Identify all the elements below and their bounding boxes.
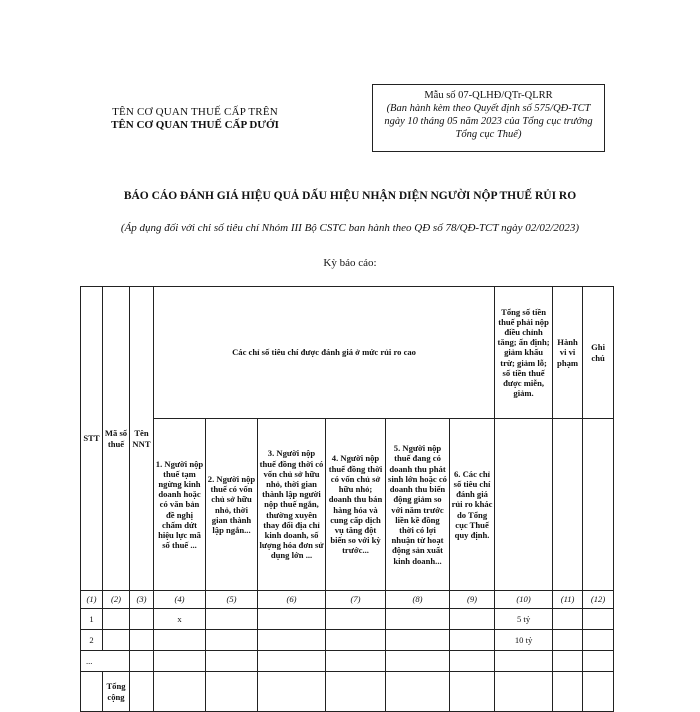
table-row: [81, 630, 614, 651]
agency-block: [95, 106, 295, 132]
cell: [326, 672, 386, 712]
cell: [130, 609, 154, 630]
header-total-tax: Tổng số tiền thuế phải nộp điều chỉnh tăng; ấn định; giảm khấu trừ; giảm lỗ; số tiền thuế được miễn, giảm.: [495, 287, 553, 419]
cell: [103, 609, 130, 630]
column-number: (2): [103, 591, 130, 609]
cell: [450, 651, 495, 672]
cell: [553, 672, 583, 712]
agency-lower: TÊN CƠ QUAN THUẾ CẤP DƯỚI: [111, 119, 279, 131]
report-title: BÁO CÁO ĐÁNH GIÁ HIỆU QUẢ DẤU HIỆU NHẬN DIỆN NGƯỜI NỘP THUẾ RỦI RO: [123, 190, 577, 202]
header-taxpayer-name: Tên NNT: [130, 287, 154, 591]
cell: [206, 630, 258, 651]
cell: [386, 609, 450, 630]
column-number: (12): [583, 591, 614, 609]
cell: [206, 609, 258, 630]
cell: [386, 651, 450, 672]
column-number: (5): [206, 591, 258, 609]
row-total-tax: [495, 651, 553, 672]
cell: [81, 672, 103, 712]
header-criteria-group: Các chỉ số tiêu chí được đánh giá ở mức rủi ro cao: [154, 287, 495, 419]
column-number: (9): [450, 591, 495, 609]
cell: [386, 672, 450, 712]
cell: [450, 609, 495, 630]
criteria-2: 2. Người nộp thuế có vốn chủ sở hữu nhỏ, thời gian thành lập ngắn...: [206, 419, 258, 591]
header-note: Ghi chú: [583, 287, 614, 419]
cell: [450, 630, 495, 651]
cell: [495, 672, 553, 712]
cell: [258, 630, 326, 651]
total-label: Tổng cộng: [103, 672, 130, 712]
cell: [450, 672, 495, 712]
cell: [326, 651, 386, 672]
cell: [258, 651, 326, 672]
cell: [553, 630, 583, 651]
header-total-tax-blank: [495, 419, 553, 591]
criteria-5: 5. Người nộp thuế đang có doanh thu phát sinh lớn hoặc có doanh thu biến động giảm so với năm trước liền kề đồng thời có lợi nhuận từ hoạt động sản xuất kinh doanh...: [386, 419, 450, 591]
table-row: [81, 651, 614, 672]
row-stt: 1: [81, 609, 103, 630]
cell: [583, 651, 614, 672]
cell: [553, 609, 583, 630]
cell: [583, 609, 614, 630]
report-period-label: Kỳ báo cáo:: [323, 257, 377, 269]
column-number: (3): [130, 591, 154, 609]
column-number: (7): [326, 591, 386, 609]
criteria-3: 3. Người nộp thuế đồng thời có vốn chủ sở hữu nhỏ, thời gian thành lập người nộp thuế ngắn, thường xuyên thay đổi địa chỉ kinh doanh, số lượng hóa đơn sử dụng lớn ...: [258, 419, 326, 591]
form-code: Mẫu số 07-QLHĐ/QTr-QLRR: [424, 90, 553, 101]
header-violation-blank: [553, 419, 583, 591]
cell: [553, 651, 583, 672]
criteria-mark: [154, 651, 206, 672]
column-number: (8): [386, 591, 450, 609]
total-row: [81, 672, 614, 712]
form-note: (Ban hành kèm theo Quyết định số 575/QĐ-TCT ngày 10 tháng 05 năm 2023 của Tổng cục trưởng Tổng cục Thuế): [384, 103, 593, 140]
cell: [386, 630, 450, 651]
column-number: (4): [154, 591, 206, 609]
cell: [103, 630, 130, 651]
form-info-box: [372, 84, 605, 152]
criteria-mark: [154, 630, 206, 651]
cell: [326, 609, 386, 630]
cell: [206, 672, 258, 712]
row-total-tax: 10 tỷ: [495, 630, 553, 651]
cell: [130, 672, 154, 712]
criteria-6: 6. Các chỉ số tiêu chí đánh giá rủi ro khác do Tổng cục Thuế quy định.: [450, 419, 495, 591]
row-stt: ...: [81, 651, 130, 672]
agency-upper: TÊN CƠ QUAN THUẾ CẤP TRÊN: [112, 106, 278, 118]
cell: [258, 609, 326, 630]
cell: [130, 630, 154, 651]
cell: [326, 630, 386, 651]
column-number: (1): [81, 591, 103, 609]
row-stt: 2: [81, 630, 103, 651]
cell: [206, 651, 258, 672]
column-number: (6): [258, 591, 326, 609]
header-stt: STT: [81, 287, 103, 591]
cell: [258, 672, 326, 712]
column-number: (11): [553, 591, 583, 609]
criteria-1: 1. Người nộp thuế tạm ngừng kinh doanh hoặc có văn bản đề nghị chấm dứt hiệu lực mã số thuế ...: [154, 419, 206, 591]
cell: [154, 672, 206, 712]
criteria-mark: x: [154, 609, 206, 630]
table-row: [81, 609, 614, 630]
criteria-4: 4. Người nộp thuế đồng thời có vốn chủ sở hữu nhỏ; doanh thu bán hàng hóa và cung cấp dịch vụ tăng đột biến so với kỳ trước...: [326, 419, 386, 591]
report-table: [80, 286, 614, 712]
cell: [583, 630, 614, 651]
cell: [583, 672, 614, 712]
header-violation: Hành vi vi phạm: [553, 287, 583, 419]
row-total-tax: 5 tỷ: [495, 609, 553, 630]
report-subtitle: (Áp dụng đối với chỉ số tiêu chí Nhóm III Bộ CSTC ban hành theo QĐ số 78/QĐ-TCT ngày 02/02/2023): [120, 222, 580, 234]
column-number: (10): [495, 591, 553, 609]
header-tax-code: Mã số thuế: [103, 287, 130, 591]
cell: [130, 651, 154, 672]
header-note-blank: [583, 419, 614, 591]
